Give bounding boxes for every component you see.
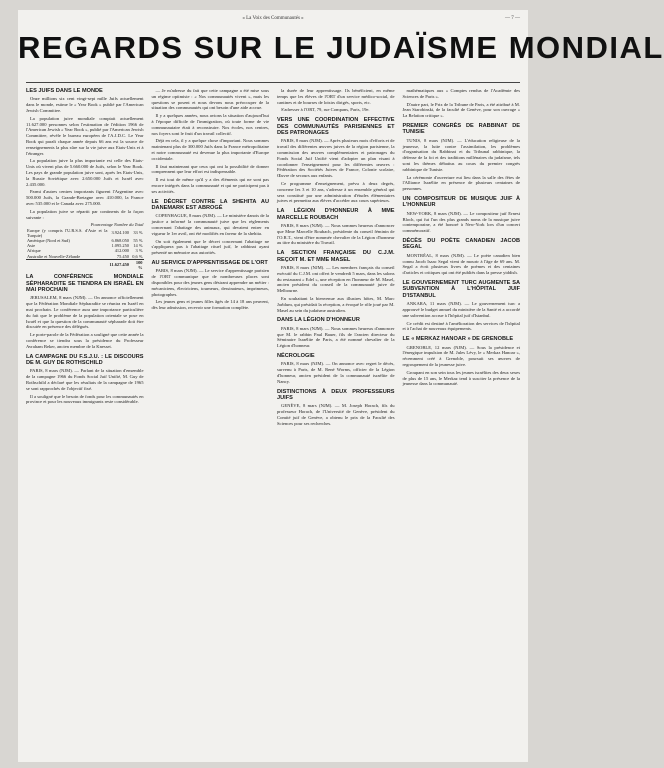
table-cell (26, 259, 108, 270)
article-paragraph: PARIS, 8 mars (NJM). — Le service d'apprentissage parisien de l'ORT communique que de nombreuses places sont disponibles pour des jeunes gens désirant apprendre un métier : mécaniciens, électriciens, tourneurs, dessinateurs, imprimeurs, photographes. (151, 268, 269, 297)
article-paragraph: mathématiques aux « Comptes rendus de l'Académie des Sciences de Paris ». (402, 88, 520, 99)
article-paragraph: la durée de leur apprentissage. Ils bénéficient, en même temps que les élèves de l'ORT d'un service médico-social, de cantines et de bourses de loisirs dirigés, sports, etc. (277, 88, 395, 105)
article-paragraph: La population juive la plus importante est celle des Etats-Unis où vivent plus de 5.660.000 de Juifs, selon le Year Book. Les pays de grande population juive sont, après les Etats-Unis, la Russie Soviétique avec 2.650.000 Juifs et Israël avec 2.435.000. (26, 158, 144, 187)
page-number: — 7 — (505, 16, 520, 21)
article-paragraph: En souhaitant la bienvenue aux illustres hôtes, M. Marc Jarblum, qui présidait la réception, a évoqué le rôle joué par M. Masel au sein du judaïsme australien. (277, 295, 395, 313)
article-paragraph: S'adresser à l'ORT, 79, rue Compans, Paris, 19e. (281, 107, 370, 113)
article-paragraph: NEW-YORK, 8 mars (NJM). — Le compositeur juif Ernest Bloch, qui fut l'un des plus grands noms de la musique juive contemporaine, a été honoré à New-York lors d'un concert commémoratif. (402, 210, 520, 234)
article-paragraph: D'autre part, le Prix de la Tribune de Paris, a été attribué à M. Jean Starobinski, de la faculté de Genève, pour son ouvrage « La Relation critique ». (402, 101, 520, 119)
page-title: REGARDS SUR LE JUDAÏSME MONDIAL (18, 30, 664, 65)
article-paragraph: La population juive se répartit par continents de la façon suivante : (26, 208, 144, 220)
article-paragraph: Le porte-parole de la Fédération a souligné que cette année la conférence se tiendra sous la présidence du Professeur Avraham Beker, ancien membre de la Knesset. (26, 332, 144, 349)
article-headline: LES JUIFS DANS LE MONDE (26, 88, 103, 94)
table-cell: 33 % (133, 230, 143, 236)
article-paragraph: Les jeunes gens et jeunes filles âgés de 14 à 18 ans peuvent, dès leur admission, recevoir une formation complète. (151, 299, 269, 311)
article-paragraph: Il faut maintenant que ceux qui ont la possibilité de donner comprennent que leur effort est indispensable. (151, 163, 269, 175)
article-paragraph: COPENHAGUE, 8 mars (NJM). — Le ministère danois de la justice a informé la communauté juive que les règlements concernant l'abattage des animaux, qui devaient entrer en vigueur le 1er avril, ont été modifiés en faveur de la shehita. (151, 213, 269, 236)
article-paragraph: GRENOBLE, 12 mars (NJM). — Sous la présidence et l'énergique impulsion de M. Jules Lévy, le « Merkaz Hanoar », récemment créé à Grenoble, poursuit ses œuvres de regroupement de la jeunesse juive. (402, 344, 520, 367)
column-4 (403, 88, 521, 756)
article-paragraph: MONTRÉAL, 8 mars (NJM). — Le poète canadien bien connu Jacob Isaac Segal vient de mourir à l'âge de 69 ans. M. Segal a écrit plusieurs livres de poèmes et des centaines d'articles et critiques qui ont été publiés dans la presse yiddish. (402, 252, 520, 276)
article-headline: LE GOUVERNEMENT TURC AUGMENTE SA SUBVENTION À L'HÔPITAL JUIF D'ISTANBUL (402, 279, 520, 299)
article-paragraph: Ce programme d'enseignement, prévu à deux degrés, concerne les 3 et 10 ans, s'adresse à un ensemble général qui sera constitué par une administration d'études élémentaires juives et permettra aux élèves d'accéder aux cours supérieurs. (277, 180, 395, 204)
table-row (26, 228, 144, 238)
article-paragraph: PARIS, 8 mars (NJM). — Après plusieurs mois d'efforts et de travail des différentes œuvres juives de la région parisienne, la commission des œuvres complémentaires et patronages du Fonds Social Juif Unifié vient d'adopter un plan visant à coordonner l'enseignement pour les différentes œuvres : Fédération des Sociétés Juives de France, Colonie scolaire, Œuvre de secours aux enfants. (277, 138, 395, 179)
article-paragraph: GENÈVE, 8 mars (NJM). — M. Joseph Horach, fils du professeur Horach, de l'Université de Genève, président du Comité juif de Genève, a obtenu le prix de la Faculté des Sciences pour ses recherches. (277, 403, 395, 426)
article-paragraph: On soit également que le décret concernant l'abattage ne s'appliquera pas à l'abattage rituel juif, le rabbinat ayant présenté un mémoire aux autorités. (151, 238, 269, 256)
table-cell: 3 % (135, 248, 143, 254)
column-1 (26, 88, 144, 756)
article-headline: LA CAMPAGNE DU F.S.J.U. : LE DISCOURS DE M. GUY DE ROTHSCHILD (26, 353, 144, 366)
article-paragraph: PARIS, 8 mars (NJM). — Parlant de la situation d'ensemble de la campagne 1966 du Fonds Social Juif Unifié, M. Guy de Rothschild a déclaré que les résultats de la campagne de 1965 se sont rapprochés de l'objectif fixé. (26, 368, 144, 391)
table-cell: 6.868.050 (111, 237, 129, 243)
column-2 (152, 88, 270, 756)
article-headline: DANS LA LÉGION D'HONNEUR (277, 317, 360, 324)
table-cell: 11.627.450 (108, 259, 130, 270)
table-cell: Afrique (27, 248, 41, 254)
article-paragraph: Ce crédit est destiné à l'amélioration des services de l'hôpital et à l'achat de nouveaux équipements. (402, 320, 520, 332)
table-cell: Amérique (Nord et Sud) (27, 237, 70, 243)
article-headline: VERS UNE COORDINATION EFFECTIVE DES COMMUNAUTÉS PARISIENNES ET DES PATRONAGES (277, 117, 395, 136)
table-cell: 412.000 (114, 248, 129, 254)
article-headline: LA LÉGION D'HONNEUR À MME MARCELLE ROUBACH (277, 208, 395, 221)
article-paragraph: Parmi d'autres centres importants figurent l'Argentine avec 500.000 Juifs, la Grande-Bretagne avec 410.000, la France avec 535.000 et le Canada avec 275.000. (26, 189, 144, 206)
article-paragraph: Onze millions six cent vingt-sept mille Juifs actuellement dans le monde, estime le « Year Book » publié par l'American Jewish Committee. (26, 96, 144, 113)
article-paragraph: PARIS, 8 mars (NJM). — Les membres français du conseil exécutif du C.J.M. ont offert le vendredi 5 mars, dans les salons du restaurant « Edel », une réception en l'honneur de M. Masel, ancien président du conseil de la communauté juive de Melbourne. (277, 264, 395, 294)
article-headline: DISTINCTIONS À DEUX PROFESSEURS JUIFS (277, 388, 395, 401)
article-headline: PREMIER CONGRÈS DE RABBINAT DE TUNISIE (402, 122, 520, 136)
article-paragraph: PARIS, 8 mars (NJM). — Nous sommes heureux d'annoncer que Mme Marcelle Roubach, présidente du conseil féminin de l'O.R.T., vient d'être nommée chevalier de la Légion d'honneur au titre du ministère du Travail. (277, 222, 395, 246)
article-paragraph: Il a souligné que le besoin de fonds pour les communautés en province et pour les nouveaux immigrants reste considérable. (26, 393, 144, 405)
table-cell: 0,6 % (132, 253, 143, 259)
article-paragraph: Il y a quelques années, nous avions la situation d'aujourd'hui à l'époque difficile de l'immigration, où toute forme de vie communautaire était à reconstruire. Nos écoles, nos centres, nos foyers sont le fruit d'un travail collectif. (151, 113, 269, 136)
article-headline: LA CONFÉRENCE MONDIALE SÉPHARADITE SE TIENDRA EN ISRAËL EN MAI PROCHAIN (26, 274, 144, 293)
table-header: Pourcentage Nombre du Total (90, 222, 144, 228)
article-paragraph: Déjà en cela, il y a quelque chose d'important. Nous sommes maintenant plus de 300.000 Juifs dans la France métropolitaine et notre communauté est devenue la plus importante d'Europe occidentale. (151, 138, 269, 161)
table-cell: 55 % (133, 237, 143, 243)
article-headline: LE DÉCRET CONTRE LA SHEHITA AU DANEMARK EST ABROGÉ (151, 198, 269, 211)
article-paragraph: — Je m'adresse du fait que cette campagne a été mise sous un régime optimiste : « Nos communautés vivent », mais les questions se posent et nous devons nous préoccuper de la situation des communautés qui ont besoin d'une aide accrue. (151, 88, 269, 111)
table-cell: 3.924.100 (111, 230, 129, 236)
article-headline: NÉCROLOGIE (277, 352, 315, 359)
article-paragraph: Groupant en son sein tous les jeunes israélites des deux sexes de plus de 15 ans, le Merkaz tend à susciter la présence de la jeunesse dans la communauté. (402, 369, 520, 387)
article-paragraph: Il est tout de même qu'il y a des éléments qui ne sont pas encore intégrés dans la communauté et qui ne participent pas à ses activités. (151, 177, 269, 194)
population-table (26, 222, 144, 270)
table-row (26, 259, 144, 270)
running-head (18, 16, 528, 21)
newspaper-page (18, 10, 664, 762)
article-headline: AU SERVICE D'APPRENTISSAGE DE L'ORT (151, 259, 268, 266)
table-cell: Europe (y compris l'U.R.S.S. d'Asie et la Turquie) (27, 227, 108, 238)
article-headline: LE « MERKAZ HANOAR » DE GRENOBLE (402, 336, 514, 343)
article-columns (26, 88, 520, 756)
article-paragraph: La population juive mondiale comptait actuellement 11.627.000 personnes selon l'estimation de l'édition 1966 de l'American Jewish « Year Book », publié par l'American Jewish Committee, révèle le bureau européen de l'A.J.D.C. Le Year Book qui paraît chaque année depuis 66 ans est la source de renseignements la plus sûre sur la vie juive aux Etats-Unis et à l'étranger. (26, 115, 144, 156)
article-headline: UN COMPOSITEUR DE MUSIQUE JUIF À L'HONNEUR (402, 195, 520, 209)
article-paragraph: PARIS, 8 mars (NJM). — On annonce avec regret le décès, survenu à Paris, de M. René Worms, officier de la Légion d'honneur, ancien président de la communauté israélite de Nancy. (277, 361, 395, 384)
running-head-title: « La Voix des Communautés » (242, 16, 304, 21)
article-paragraph: La cérémonie d'ouverture eut lieu dans la salle des fêtes de l'Alliance Israélite en présence de plusieurs centaines de personnes. (402, 174, 520, 192)
table-cell: Australie et Nouvelle-Zélande (27, 253, 81, 259)
article-headline: DÉCÈS DU POÈTE CANADIEN JACOB SEGAL (402, 237, 520, 251)
article-paragraph: TUNIS, 8 mars (NJM). — L'éducation religieuse de la jeunesse, la lutte contre l'assimilation, les problèmes d'organisation du Rabbinat et du Tribunal rabbinique, la défense de la foi et des traditions millénaires du judaïsme, tels sont les thèmes débattus au cours du premier congrès rabbinique de Tunisie. (402, 137, 520, 172)
table-cell: 75.450 (116, 253, 129, 259)
masthead-rule (26, 82, 520, 83)
article-paragraph: PARIS, 8 mars (NJM). — Nous sommes heureux d'annoncer que M. le rabbin Paul Bauer, fils de l'ancien directeur du Séminaire Israélite de Paris, a été nommé chevalier de la Légion d'honneur. (277, 325, 395, 349)
article-headline: LA SECTION FRANÇAISE DU C.J.M. REÇOIT M. ET MME MASEL (277, 250, 395, 263)
column-3 (277, 88, 395, 756)
table-cell: 14 % (133, 243, 143, 249)
table-cell: Asie (27, 243, 36, 249)
article-paragraph: JERUSALEM, 8 mars (NJM). — On annonce officiellement que la Fédération Mondiale Sépharadite se réunira en Israël en mai prochain. Le conférence aura une importance particulière du fait que le problème de la population orientale se pose en Israël et que la question de la communauté sépharade doit être discutée en présence des délégués. (26, 295, 144, 330)
table-cell: 1.095.250 (111, 243, 129, 249)
table-cell: 100 % (130, 259, 144, 270)
article-paragraph: ANKARA, 11 mars (NJM). — Le gouvernement turc a approuvé le budget annuel du ministère de la Santé et a accordé une subvention accrue à l'hôpital juif d'Istanbul. (402, 301, 520, 318)
